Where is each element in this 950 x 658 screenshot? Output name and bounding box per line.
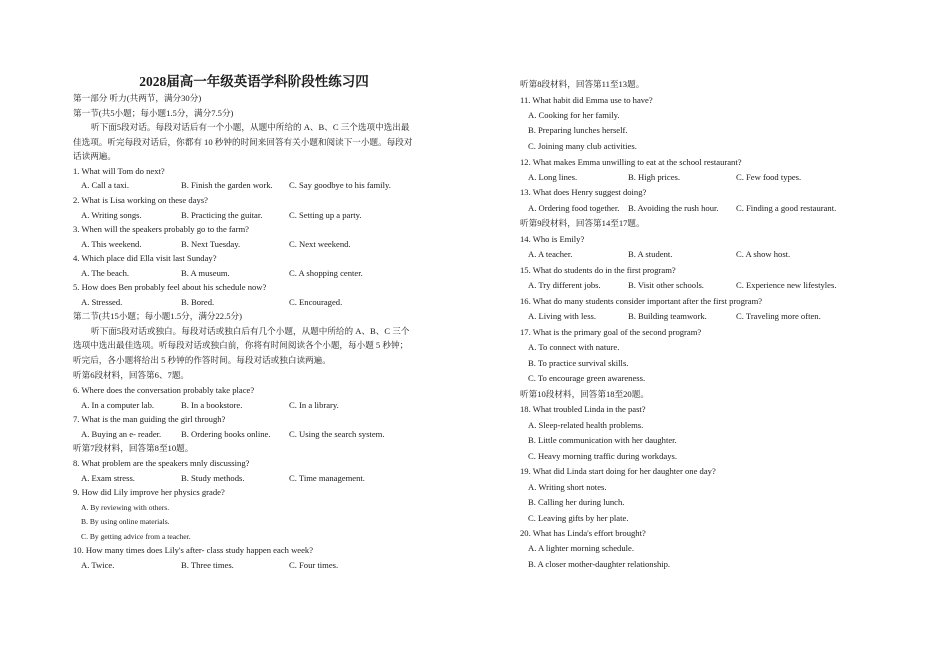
option-a: A. A lighter morning schedule. xyxy=(528,543,634,553)
question-7: 7. What is the man guiding the girl through? xyxy=(73,414,226,424)
option-b: B. By using online materials. xyxy=(81,517,170,526)
option-c: C. Experience new lifestyles. xyxy=(736,280,837,290)
option-b: B. In a bookstore. xyxy=(181,400,243,410)
options-row xyxy=(520,249,850,260)
instruction-line: 选项中选出最佳选项。听每段对话或独白前，你将有时间阅读各个小题，每小题 5 秒钟； xyxy=(73,340,409,350)
option-a: A. Ordering food together. xyxy=(528,203,620,213)
option-c: C. Few food types. xyxy=(736,172,802,182)
section2-heading: 第二节(共15小题；每小题1.5分，满分22.5分) xyxy=(73,311,243,321)
option-a: A. To connect with nature. xyxy=(528,342,620,352)
question-2: 2. What is Lisa working on these days? xyxy=(73,195,208,205)
options-row xyxy=(73,297,435,308)
option-a: A. Sleep-related health problems. xyxy=(528,420,644,430)
question-4: 4. Which place did Ella visit last Sunday? xyxy=(73,253,217,263)
material-heading: 听第7段材料，回答第8至10题。 xyxy=(73,443,194,453)
option-a: A. Long lines. xyxy=(528,172,578,182)
page-title: 2028届高一年级英语学科阶段性练习四 xyxy=(139,74,369,89)
option-b: B. Three times. xyxy=(181,560,234,570)
section1-heading: 第一节(共5小题；每小题1.5分，满分7.5分) xyxy=(73,108,234,118)
option-a: A. Try different jobs. xyxy=(528,280,601,290)
instruction-line: 话读两遍。 xyxy=(73,151,116,161)
question-12: 12. What makes Emma unwilling to eat at the school restaurant? xyxy=(520,157,742,167)
option-b: B. Study methods. xyxy=(181,473,245,483)
option-b: B. High prices. xyxy=(628,172,681,182)
option-a: A. Living with less. xyxy=(528,311,597,321)
option-a: A. Twice. xyxy=(81,560,115,570)
option-a: A. Call a taxi. xyxy=(81,180,129,190)
option-a: A. In a computer lab. xyxy=(81,400,155,410)
option-c: C. A show host. xyxy=(736,249,791,259)
question-14: 14. Who is Emily? xyxy=(520,234,585,244)
option-a: A. Exam stress. xyxy=(81,473,135,483)
option-c: C. By getting advice from a teacher. xyxy=(81,532,191,541)
options-row xyxy=(73,180,435,191)
material-heading: 听第6段材料，回答第6、7题。 xyxy=(73,370,190,380)
options-row xyxy=(73,560,435,571)
options-row xyxy=(73,400,435,411)
option-b: B. Next Tuesday. xyxy=(181,239,241,249)
instruction-line: 听下面5段对话。每段对话后有一个小题，从题中所给的 A、B、C 三个选项中选出最 xyxy=(91,122,410,132)
material-heading: 听第9段材料，回答第14至17题。 xyxy=(520,218,645,228)
option-c: C. Say goodbye to his family. xyxy=(289,180,391,190)
option-a: A. Buying an e- reader. xyxy=(81,429,162,439)
option-b: B. A student. xyxy=(628,249,673,259)
option-c: C. To encourage green awareness. xyxy=(528,373,646,383)
options-row xyxy=(73,239,435,250)
option-c: C. Traveling more often. xyxy=(736,311,821,321)
question-8: 8. What problem are the speakers mnly discussing? xyxy=(73,458,250,468)
option-a: A. Stressed. xyxy=(81,297,123,307)
instruction-line: 佳选项。听完每段对话后，你都有 10 秒钟的时间来回答有关小题和阅读下一小题。每段对 xyxy=(73,137,413,147)
question-19: 19. What did Linda start doing for her daughter one day? xyxy=(520,466,716,476)
option-a: A. Writing songs. xyxy=(81,210,142,220)
question-16: 16. What do many students consider important after the first program? xyxy=(520,296,763,306)
question-6: 6. Where does the conversation probably take place? xyxy=(73,385,255,395)
instruction-line: 听下面5段对话或独白。每段对话或独白后有几个小题，从题中所给的 A、B、C 三个 xyxy=(91,326,410,336)
option-b: B. A museum. xyxy=(181,268,230,278)
option-b: B. A closer mother-daughter relationship. xyxy=(528,559,671,569)
option-c: C. In a library. xyxy=(289,400,339,410)
option-b: B. Finish the garden work. xyxy=(181,180,273,190)
option-b: B. Bored. xyxy=(181,297,215,307)
option-c: C. Leaving gifts by her plate. xyxy=(528,513,629,523)
question-9: 9. How did Lily improve her physics grade? xyxy=(73,487,225,497)
option-c: C. Encouraged. xyxy=(289,297,343,307)
option-c: C. A shopping center. xyxy=(289,268,363,278)
question-13: 13. What does Henry suggest doing? xyxy=(520,187,647,197)
option-b: B. Ordering books online. xyxy=(181,429,271,439)
option-b: B. Building teamwork. xyxy=(628,311,707,321)
options-row xyxy=(73,473,435,484)
option-c: C. Setting up a party. xyxy=(289,210,362,220)
options-row xyxy=(73,268,435,279)
question-10: 10. How many times does Lily's after- class study happen each week? xyxy=(73,545,314,555)
option-b: B. Visit other schools. xyxy=(628,280,704,290)
material-heading: 听第8段材料，回答第11至13题。 xyxy=(520,79,645,89)
option-c: C. Next weekend. xyxy=(289,239,351,249)
option-b: B. To practice survival skills. xyxy=(528,358,629,368)
question-1: 1. What will Tom do next? xyxy=(73,166,165,176)
option-b: B. Calling her during lunch. xyxy=(528,497,625,507)
part-heading: 第一部分 听力(共两节，满分30分) xyxy=(73,93,202,103)
options-row xyxy=(73,429,435,440)
option-a: A. This weekend. xyxy=(81,239,142,249)
option-c: C. Using the search system. xyxy=(289,429,385,439)
question-20: 20. What has Linda's effort brought? xyxy=(520,528,646,538)
option-b: B. Avoiding the rush hour. xyxy=(628,203,719,213)
option-a: A. A teacher. xyxy=(528,249,573,259)
option-a: A. Writing short notes. xyxy=(528,482,607,492)
question-11: 11. What habit did Emma use to have? xyxy=(520,95,653,105)
option-a: A. Cooking for her family. xyxy=(528,110,620,120)
option-c: C. Finding a good restaurant. xyxy=(736,203,837,213)
option-b: B. Practicing the guitar. xyxy=(181,210,263,220)
option-a: A. The beach. xyxy=(81,268,130,278)
option-a: A. By reviewing with others. xyxy=(81,503,170,512)
question-18: 18. What troubled Linda in the past? xyxy=(520,404,646,414)
options-row xyxy=(520,280,850,291)
option-b: B. Little communication with her daughter. xyxy=(528,435,677,445)
instruction-line: 听完后，各小题将给出 5 秒钟的作答时间。每段对话或独白读两遍。 xyxy=(73,355,331,365)
options-row xyxy=(520,311,850,322)
option-b: B. Preparing lunches herself. xyxy=(528,125,628,135)
option-c: C. Heavy morning traffic during workdays. xyxy=(528,451,678,461)
option-c: C. Four times. xyxy=(289,560,339,570)
question-3: 3. When will the speakers probably go to the farm? xyxy=(73,224,249,234)
material-heading: 听第10段材料，回答第18至20题。 xyxy=(520,389,649,399)
question-17: 17. What is the primary goal of the second program? xyxy=(520,327,702,337)
options-row xyxy=(520,203,850,214)
option-c: C. Joining many club activities. xyxy=(528,141,637,151)
question-5: 5. How does Ben probably feel about his schedule now? xyxy=(73,282,267,292)
options-row xyxy=(73,210,435,221)
question-15: 15. What do students do in the first program? xyxy=(520,265,676,275)
options-row xyxy=(520,172,850,183)
option-c: C. Time management. xyxy=(289,473,365,483)
